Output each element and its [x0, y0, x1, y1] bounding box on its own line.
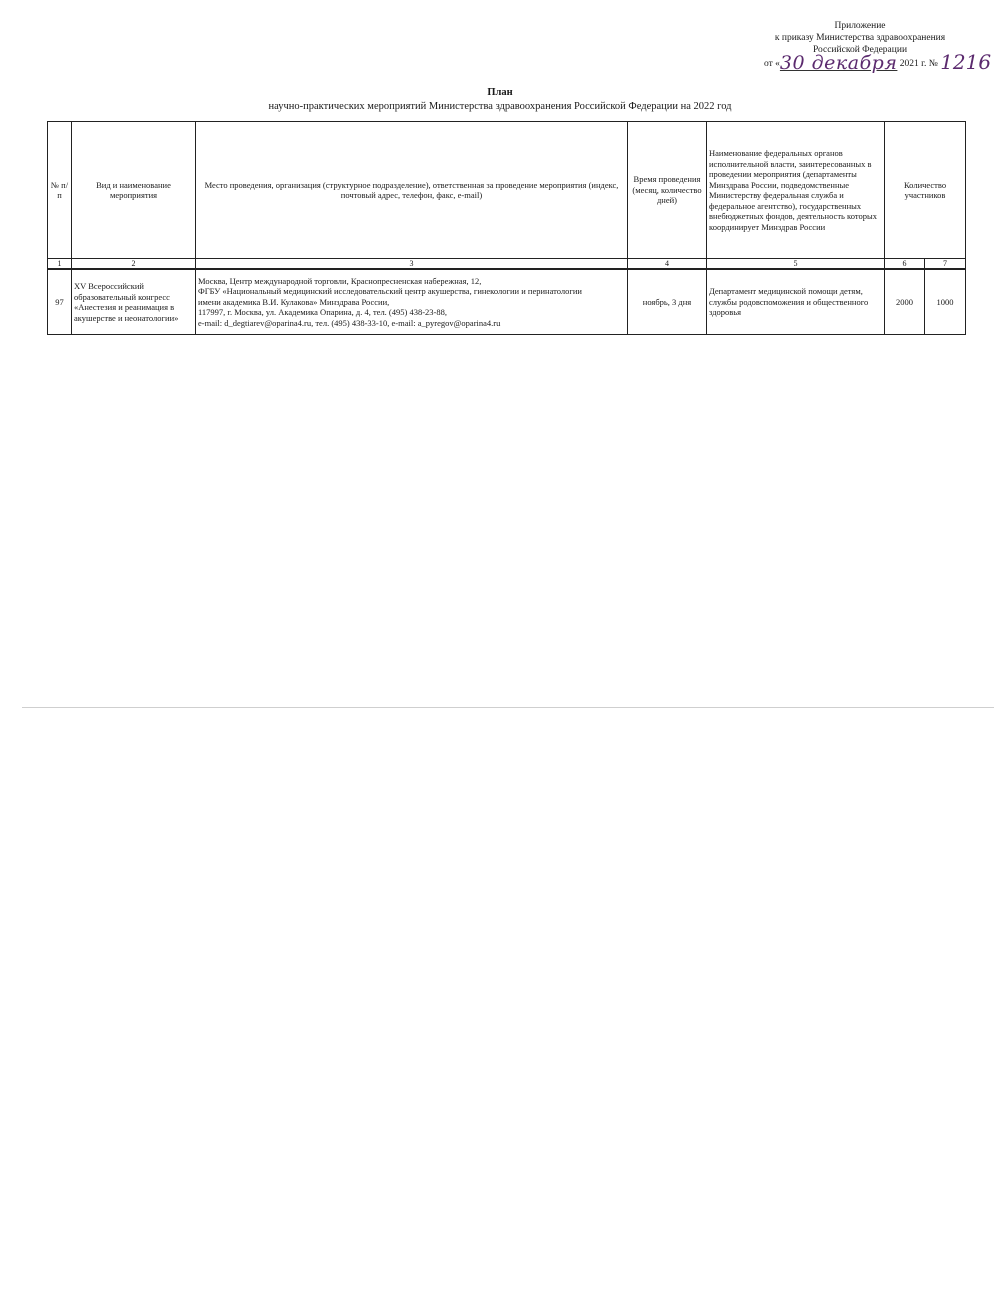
place-line: 117997, г. Москва, ул. Академика Опарина, д. 4, тел. (495) 438-23-88,	[198, 307, 448, 318]
row-number: 97	[48, 269, 72, 335]
handwritten-date: 30 декабря	[779, 52, 898, 74]
row-participants-total: 2000	[885, 269, 925, 335]
table-row	[48, 269, 966, 335]
annex-block	[760, 20, 992, 74]
column-number-7: 7	[925, 259, 966, 270]
document-title: План	[487, 87, 513, 98]
row-event-name: XV Всероссийский образовательный конгресс «Анестезия и реанимация в акушерстве и неонатологии»	[72, 269, 196, 335]
events-plan-table	[47, 121, 966, 335]
column-number-2: 2	[72, 259, 196, 270]
place-line: ФГБУ «Национальный медицинский исследовательский центр акушерства, гинекологии и перинатологии	[198, 286, 582, 297]
column-number-5: 5	[707, 259, 885, 270]
header-time: Время проведения (месяц, количество дней)	[628, 122, 707, 259]
header-number: № п/п	[48, 122, 72, 259]
place-line: Москва, Центр международной торговли, Краснопресненская набережная, 12,	[198, 275, 482, 286]
column-number-4: 4	[628, 259, 707, 270]
row-participants-secondary: 1000	[925, 269, 966, 335]
handwritten-order-number: 1216	[940, 50, 992, 74]
header-place: Место проведения, организация (структурное подразделение), ответственная за проведение мероприятия (индекс, почтовый адрес, телефон, факс, e-mail)	[196, 122, 628, 259]
header-authorities: Наименование федеральных органов исполнительной власти, заинтересованных в проведении мероприятия (департаменты Минздрава России, подведомственные Министерству федеральная служба и федеральное агентство), государственных внебюджетных фондов, деятельность которых координирует Минздрав России	[707, 122, 885, 259]
annex-ministry-line: Российской Федерации	[812, 45, 908, 55]
column-number-row	[48, 259, 966, 270]
row-place	[196, 269, 628, 335]
header-event-name: Вид и наименование мероприятия	[72, 122, 196, 259]
column-number-1: 1	[48, 259, 72, 270]
header-participants: Количество участников	[885, 122, 966, 259]
column-number-3: 3	[196, 259, 628, 270]
place-line: имени академика В.И. Кулакова» Минздрава России,	[198, 296, 390, 307]
annex-order-line: к приказу Министерства здравоохранения	[774, 33, 946, 43]
annex-date-prefix: от «	[764, 59, 780, 69]
document-subtitle: научно-практических мероприятий Министерства здравоохранения Российской Федерации на 2022 год	[268, 101, 732, 112]
column-number-6: 6	[885, 259, 925, 270]
annex-title: Приложение	[834, 21, 886, 31]
document-title-block	[0, 86, 1000, 114]
page-divider	[22, 707, 994, 708]
place-line: e-mail: d_degtiarev@oparina4.ru, тел. (495) 438-33-10, e-mail: a_pyregov@oparina4.ru	[198, 317, 501, 328]
row-time: ноябрь, 3 дня	[628, 269, 707, 335]
table-header-row	[48, 122, 966, 259]
annex-year-label: 2021 г. №	[899, 59, 938, 69]
row-authorities: Департамент медицинской помощи детям, службы родовспоможения и общественного здоровья	[707, 269, 885, 335]
